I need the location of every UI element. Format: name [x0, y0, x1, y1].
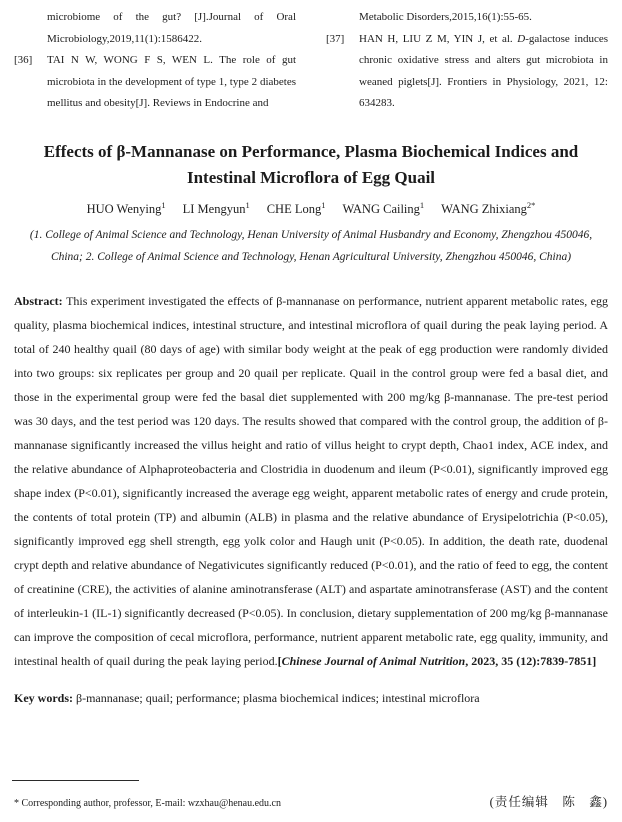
- citation-journal-name: Chinese Journal of Animal Nutrition: [281, 653, 466, 668]
- keywords-label: Key words: [14, 690, 69, 705]
- reference-text: TAI N W, WONG F S, WEN L. The role of gut microbiota in the development of type 1, type 2 diabetes mellitus and obesity[J]. Reviews in Endocrine and: [47, 54, 296, 109]
- abstract-label: Abstract: [14, 293, 59, 308]
- author-2: LI Mengyun$^1$: [182, 199, 250, 216]
- keywords-separator: :: [69, 690, 76, 705]
- article-title-line-1: Effects of β-Mannanase on Performance, Plasma Biochemical Indices and: [43, 141, 579, 161]
- author-1: HUO Wenying$^1$: [86, 199, 166, 216]
- article-title: [14, 139, 608, 191]
- author-4-affiliation-mark: 1: [419, 199, 425, 210]
- references-right-column: [326, 7, 608, 115]
- abstract-paragraph: [14, 289, 608, 673]
- author-1-affiliation-mark: 1: [161, 199, 166, 210]
- authors-line: [0, 199, 622, 217]
- author-3: CHE Long$^1$: [266, 199, 326, 216]
- author-2-affiliation-mark: 1: [245, 199, 250, 210]
- references-left-column: [14, 7, 296, 115]
- reference-continuation-right: Metabolic Disorders,2015,16(1):55-65.: [359, 11, 532, 23]
- citation-tail: , 2023, 35 (12):7839-7851]: [465, 653, 597, 668]
- abstract-separator: :: [58, 293, 67, 308]
- keywords-line: [14, 686, 608, 710]
- reference-text-italic: D: [517, 32, 526, 45]
- article-title-line-2: Intestinal Microflora of Egg Quail: [186, 167, 436, 187]
- reference-number: [37]: [326, 32, 345, 45]
- author-3-affiliation-mark: 1: [321, 199, 326, 210]
- references-section: [0, 0, 622, 115]
- reference-text-roman: HAN H, LIU Z M, YIN J, et al.: [359, 32, 518, 45]
- keywords-body: β-mannanase; quail; performance; plasma biochemical indices; intestinal microflora: [76, 690, 480, 705]
- footnote-area: [0, 780, 622, 810]
- author-5: WANG Zhixiang$^{2*}$: [441, 199, 536, 216]
- footnote-rule: [12, 780, 139, 781]
- citation-open-bracket: [: [277, 653, 282, 668]
- reference-number: [36]: [14, 54, 33, 66]
- affiliations: (1. College of Animal Science and Technology, Henan University of Animal Husbandry and Economy, Zhengzhou 450046, China; 2. College of Animal Science and Technology, Henan Agricultural University, Zhengzhou 450046, China): [29, 228, 593, 263]
- responsible-editor-note: (责任编辑 陈 鑫): [489, 795, 608, 809]
- corresponding-author-note: * Corresponding author, professor, E-mail: wzxhau@henau.edu.cn: [14, 798, 281, 809]
- abstract-body: This experiment investigated the effects of β-mannanase on performance, nutrient apparent metabolic rates, egg quality, plasma biochemical indices, intestinal structure, and intestinal microflora of quail during the peak laying period. A total of 240 healthy quail (80 days of age) with similar body weight at the peak of egg production were randomly divided into two groups: six replicates per group and 20 quail per replicate. Quail in the control group were fed a basal diet, and those in the experimental group were fed the basal diet supplemented with 200 mg/kg β-mannanase. The pre-test period was 30 days, and the test period was 120 days. The results showed that compared with the control group, the addition of β-mannanase significantly increased the villus height and ratio of villus height to crypt depth, Chao1 index, ACE index, and the relative abundance of Alphaproteobacteria and Clostridia in duodenum and ileum (P<0.01), significantly improved egg shape index (P<0.01), significantly increased the average egg weight, apparent metabolic rates of energy and crude protein, the contents of total protein (TP) and albumin (ALB) in plasma and the relative abundance of Erysipelotrichia (P<0.05), significantly improved egg shell strength, egg yolk color and Haugh unit (P<0.05). In addition, the death rate, duodenal crypt depth and relative abundance of Negativicutes significantly reduced (P<0.01), and the ratio of feed to egg, the content of creatinine (CRE), the activities of alanine aminotransferase (ALT) and aspartate aminotransferase (AST) and the content of interleukin-1 (IL-1) significantly decreased (P<0.05). In conclusion, dietary supplementation of 200 mg/kg β-mannanase can improve the composition of cecal microflora, performance, nutrient apparent metabolic rate, egg quality, immunity, and intestinal health of quail during the peak laying period.: [14, 293, 609, 668]
- reference-continuation-left: microbiome of the gut? [J].Journal of Oral Microbiology,2019,11(1):1586422.: [47, 11, 296, 45]
- author-5-affiliation-mark: 2*: [526, 199, 536, 210]
- reference-entry-36: [14, 50, 296, 115]
- author-4: WANG Cailing$^1$: [342, 199, 425, 216]
- reference-entry-37: [326, 29, 608, 115]
- reference-text-rest: -galactose induces chronic oxidative stress and alters gut microbiota in weaned piglets[J]. Frontiers in Physiology, 2021, 12: 634283.: [359, 32, 609, 109]
